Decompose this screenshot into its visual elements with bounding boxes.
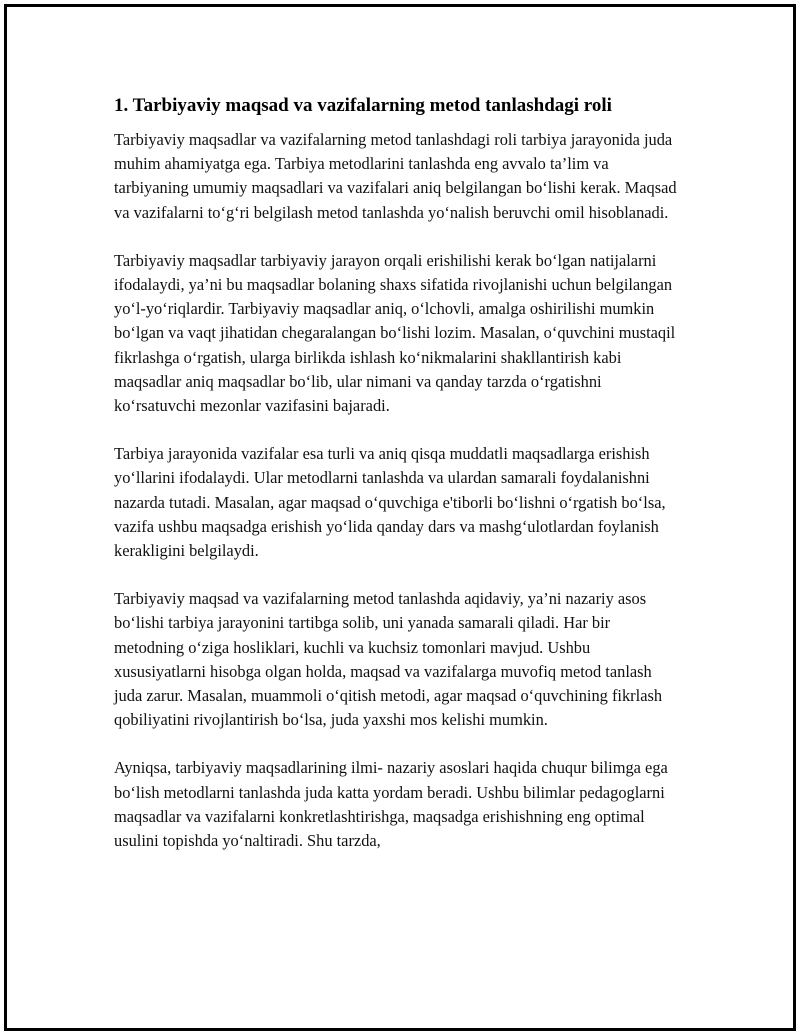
paragraph-1: Tarbiyaviy maqsadlar va vazifalarning metod tanlashdagi roli tarbiya jarayonida juda muhim ahamiyatga ega. Tarbiya metodlarini tanlashda eng avvalo ta’lim va tarbiyaning umumiy maqsadlari va vazifalari aniq belgilangan bo‘lishi kerak. Maqsad va vazifalarni to‘g‘ri belgilash metod tanlashda yo‘nalish beruvchi omil hisoblanadi. (114, 130, 677, 222)
paragraph-3: Tarbiya jarayonida vazifalar esa turli va aniq qisqa muddatli maqsadlarga erishish yo‘llarini ifodalaydi. Ular metodlarni tanlashda va ulardan samarali foydalanishni nazarda tutadi. Masalan, agar maqsad o‘quvchiga e'tiborli bo‘lishni o‘rgatish bo‘lsa, vazifa ushbu maqsadga erishish yo‘lida qanday dars va mashg‘ulotlardan foylanish kerakligini belgilaydi. (114, 444, 666, 561)
document-body (114, 93, 684, 877)
paragraph-2: Tarbiyaviy maqsadlar tarbiyaviy jarayon orqali erishilishi kerak bo‘lgan natijalarni ifodalaydi, ya’ni bu maqsadlar bolaning shaxs sifatida rivojlanishi uchun belgilangan yo‘l-yo‘riqlardir. Tarbiyaviy maqsadlar aniq, o‘lchovli, amalga oshirilishi mumkin bo‘lgan va vaqt jihatidan chegaralangan bo‘lishi lozim. Masalan, o‘quvchini mustaqil fikrlashga o‘rgatish, ularga birlikda ishlash ko‘nikmalarini shakllantirish kabi maqsadlar aniq maqsadlar bo‘lib, ular nimani va qanday tarzda o‘rgatishni ko‘rsatuvchi mezonlar vazifasini bajaradi. (114, 250, 676, 416)
paragraph-5: Ayniqsa, tarbiyaviy maqsadlarining ilmi- nazariy asoslari haqida chuqur bilimga ega bo‘lish metodlarni tanlashda juda katta yordam beradi. Ushbu bilimlar pedagoglarni maqsadlar va vazifalarni konkretlashtirishga, maqsadga erishishning eng optimal usulini topishda yo‘naltiradi. Shu tarzda, (114, 758, 668, 851)
section-title: 1. Tarbiyaviy maqsad va vazifalarning metod tanlashdagi roli (114, 95, 612, 116)
paragraph-4: Tarbiyaviy maqsad va vazifalarning metod tanlashda aqidaviy, ya’ni nazariy asos bo‘lishi tarbiya jarayonini tartibga solib, uni yanada samarali qiladi. Har bir metodning o‘ziga hosliklari, kuchli va kuchsiz tomonlari mavjud. Ushbu xususiyatlarni hisobga olgan holda, maqsad va vazifalarga muvofiq metod tanlash juda zarur. Masalan, muammoli o‘qitish metodi, agar maqsad o‘quvchining fikrlash qobiliyatini rivojlantirish bo‘lsa, juda yaxshi mos kelishi mumkin. (114, 589, 663, 730)
